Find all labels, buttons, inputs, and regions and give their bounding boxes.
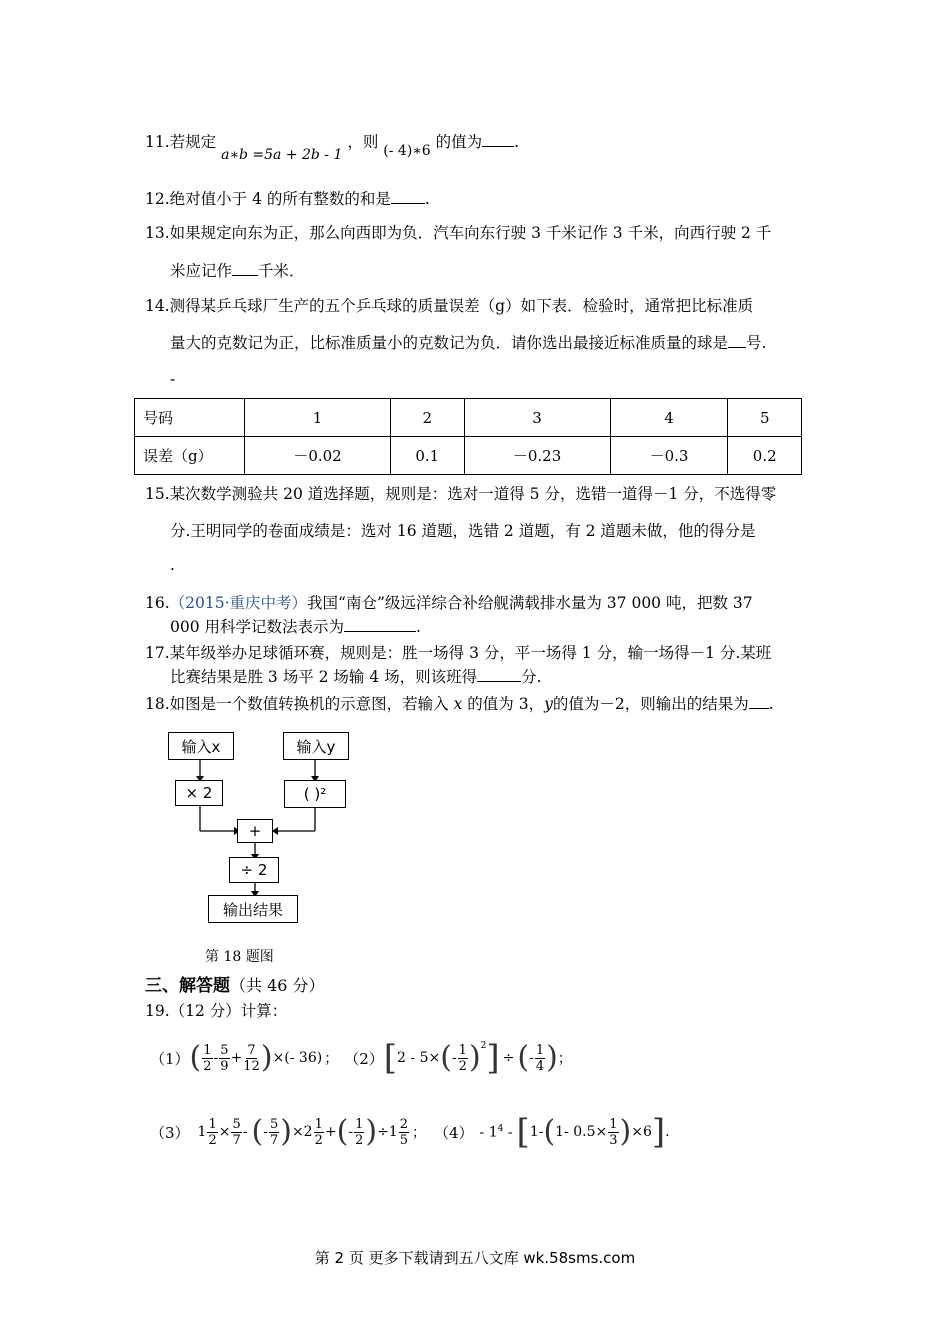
question-14-line1: 14.测得某乒乓球厂生产的五个乒乓球的质量误差（g）如下表．检验时，通常把比标准质 xyxy=(145,297,754,315)
figure-caption: 第 18 题图 xyxy=(205,949,274,965)
page-footer: 第 2 页 更多下载请到五八文库 wk.58sms.com xyxy=(314,1249,636,1267)
operation-expression: (- 4)∗6 xyxy=(383,143,431,159)
flow-output: 输出结果 xyxy=(208,895,298,923)
question-12: 12.绝对值小于 4 的所有整数的和是 . xyxy=(145,190,430,208)
table-row xyxy=(135,437,802,475)
q19-row1: （1） ( $\frac{1}{2}$ - $\frac{5}{9}$ + $\frac{7}{12}$ ) ×(- 36) ； （2） [ 2 - 5× ( - $\frac{1}{2}$ ) 2 ] ÷ ( - $\frac{1}{4}$ ) ； xyxy=(150,1038,572,1078)
question-19-title: 19.（12 分）计算： xyxy=(145,1002,288,1020)
table-cell: －0.23 xyxy=(464,437,610,475)
table-cell: 5 xyxy=(728,399,802,437)
table-cell: 4 xyxy=(610,399,728,437)
table-cell: 3 xyxy=(464,399,610,437)
question-15-line3: . xyxy=(170,556,175,574)
question-17-line1: 17.某年级举办足球循环赛，规则是：胜一场得 3 分，平一场得 1 分，输一场得－1 分.某班 xyxy=(145,644,772,662)
table-cell: 2 xyxy=(391,399,464,437)
question-14-line2: 量大的克数记为正，比标准质量小的克数记为负．请你选出最接近标准质量的球是 号. xyxy=(170,334,767,352)
question-18: 18.如图是一个数值转换机的示意图，若输入 x 的值为 3，y的值为－2，则输出的结果为 . xyxy=(145,695,774,713)
q19-row2: （3） 1 $\frac{1}{2}$ × $\frac{5}{7}$ - ( - $\frac{5}{7}$ ) ×2 $\frac{1}{2}$ + ( - $\frac{1}{2}$ ) ÷1 $\frac{2}{5}$ ； （4） - $1^4$ - [ 1- ( 1- 0.5× $\frac{1}{3}$ ) ×6 ] . xyxy=(150,1112,670,1152)
table-cell: 0.2 xyxy=(728,437,802,475)
table-cell: 误差（g） xyxy=(135,437,245,475)
question-11: 11.若规定 a∗b =5a + 2b - 1 ，则 (- 4)∗6 的值为 . xyxy=(145,133,520,163)
flow-input-y: 输入y xyxy=(283,732,349,760)
question-16-line1: 16.（2015·重庆中考）我国“南仓”级远洋综合补给舰满载排水量为 37 000 吨，把数 37 xyxy=(145,594,753,612)
answer-blank xyxy=(232,261,258,276)
answer-blank xyxy=(477,667,521,682)
flow-divide-two: ÷ 2 xyxy=(229,857,279,883)
answer-blank xyxy=(482,132,514,147)
table-cell: －0.02 xyxy=(245,437,391,475)
answer-blank xyxy=(391,189,425,204)
section-heading: 三、解答题（共 46 分） xyxy=(145,976,325,996)
table-cell: 号码 xyxy=(135,399,245,437)
table-cell: －0.3 xyxy=(610,437,728,475)
flow-plus: + xyxy=(237,819,273,843)
operation-definition: a∗b =5a + 2b - 1 xyxy=(221,147,343,163)
question-16-line2: 000 用科学记数法表示为 . xyxy=(170,618,421,636)
flow-times-two: × 2 xyxy=(175,780,223,806)
source-tag: （2015·重庆中考） xyxy=(169,594,308,612)
question-15-line1: 15.某次数学测验共 20 道选择题，规则是：选对一道得 5 分，选错一道得－1 分，不选得零 xyxy=(145,485,777,503)
answer-blank xyxy=(728,333,746,348)
flow-input-x: 输入x xyxy=(168,732,234,760)
flow-square: ( )² xyxy=(284,780,346,808)
question-13-line2: 米应记作 千米． xyxy=(170,262,305,280)
answer-blank xyxy=(344,617,416,632)
question-13-line1: 13.如果规定向东为正，那么向西即为负．汽车向东行驶 3 千米记作 3 千米，向西行驶 2 千 xyxy=(145,224,772,242)
question-17-line2: 比赛结果是胜 3 场平 2 场输 4 场，则该班得 分. xyxy=(170,668,542,686)
question-15-line2: 分.王明同学的卷面成绩是：选对 16 道题，选错 2 道题，有 2 道题未做，他的得分是 xyxy=(170,522,756,540)
error-table xyxy=(134,398,802,475)
table-cell: 0.1 xyxy=(391,437,464,475)
table-cell: 1 xyxy=(245,399,391,437)
stray-dash: - xyxy=(170,370,176,388)
table-row xyxy=(135,399,802,437)
answer-blank xyxy=(749,694,769,709)
